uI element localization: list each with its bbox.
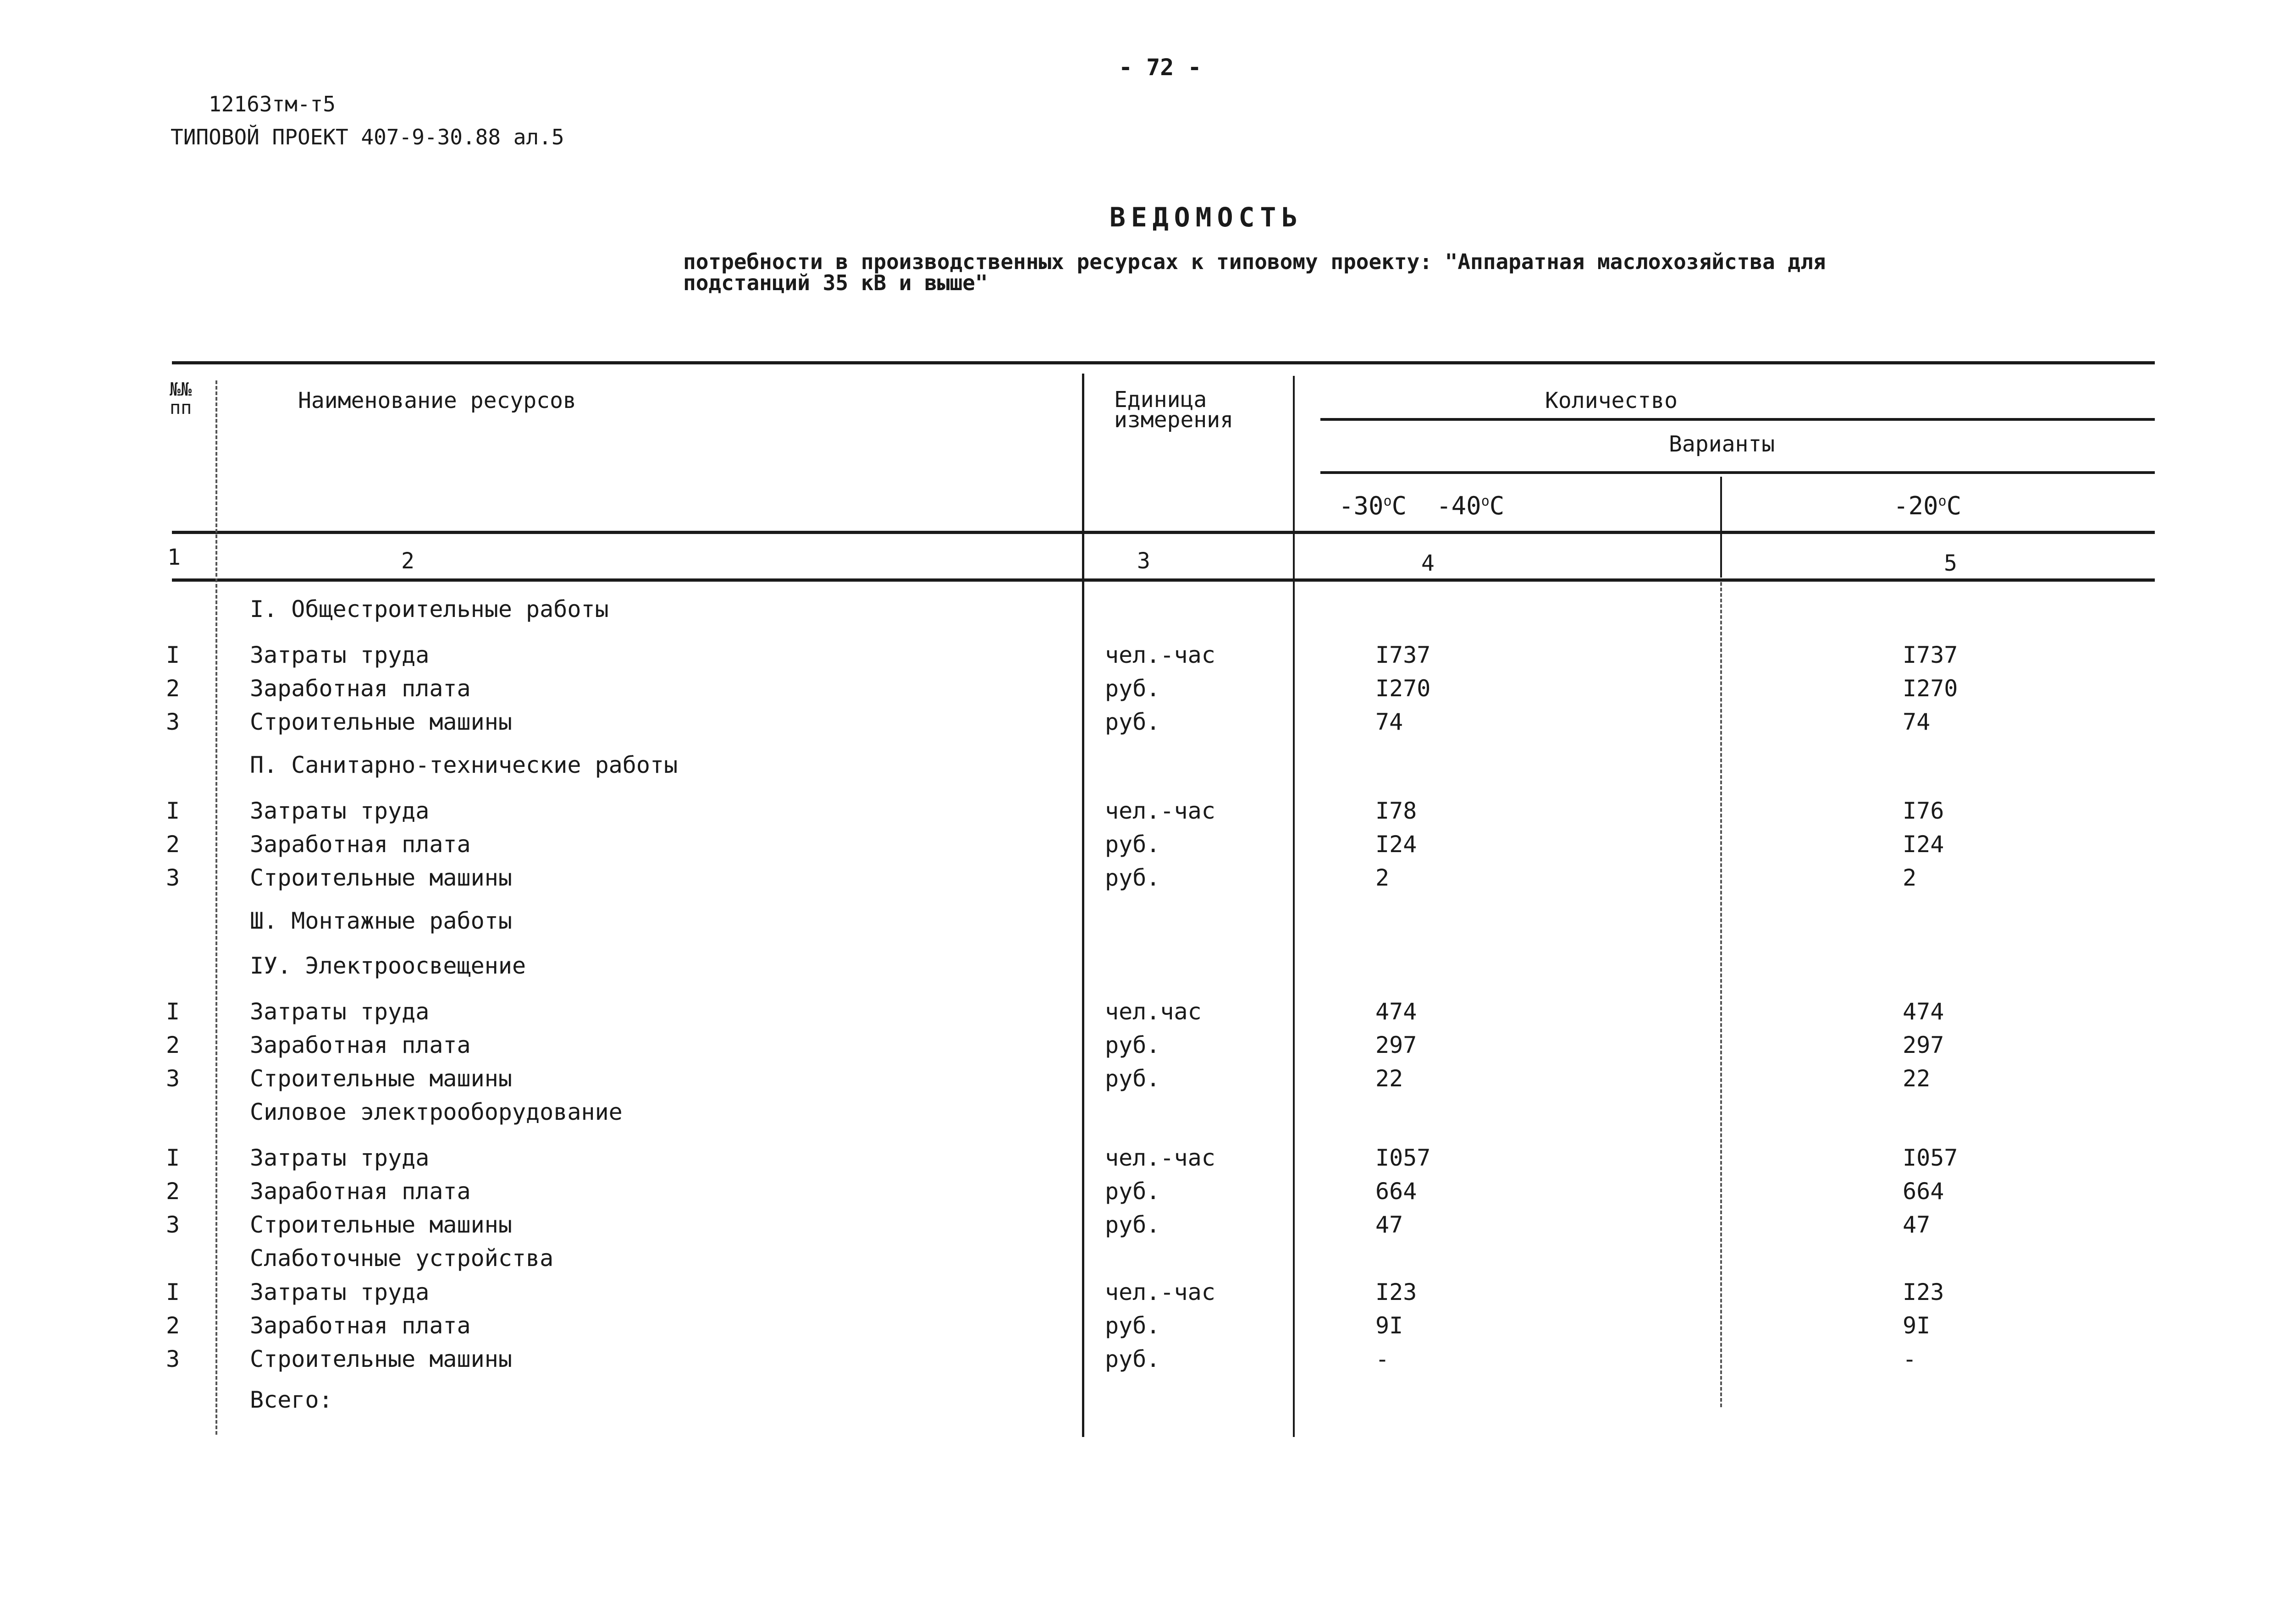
unit-of-measure: чел.час <box>1105 998 1202 1025</box>
table-row <box>0 831 2274 863</box>
unit-of-measure: руб. <box>1105 831 1160 858</box>
variant-2-value: I76 <box>1903 798 1944 824</box>
resource-name: I. Общестроительные работы <box>250 596 609 622</box>
row-number: 3 <box>166 1211 180 1238</box>
unit-of-measure: руб. <box>1105 1211 1160 1238</box>
table-top-line <box>172 361 2155 364</box>
header-bottom-line <box>172 531 2155 534</box>
resource-name: Заработная плата <box>250 1178 471 1205</box>
unit-of-measure: руб. <box>1105 675 1160 702</box>
resource-name: Силовое электрооборудование <box>250 1099 623 1125</box>
row-number: 3 <box>166 1065 180 1092</box>
variant-2-value: I270 <box>1903 675 1958 702</box>
unit-column-left-line <box>1082 374 1084 1437</box>
header-number: №№ пп <box>170 379 192 418</box>
variant-1-value: 297 <box>1375 1032 1417 1058</box>
resource-name: IУ. Электроосвещение <box>250 952 526 979</box>
section-row <box>0 1245 2274 1277</box>
variant-1-value: I737 <box>1375 642 1431 668</box>
variant-1-value: 22 <box>1375 1065 1403 1092</box>
row-number: 3 <box>166 864 180 891</box>
unit-of-measure: руб. <box>1105 864 1160 891</box>
row-number: 2 <box>166 675 180 702</box>
variant-2-value: 664 <box>1903 1178 1944 1205</box>
column-number-3: 3 <box>1137 548 1150 574</box>
row-number: 2 <box>166 1032 180 1058</box>
column-number-4: 4 <box>1421 551 1435 576</box>
page-number: - 72 - <box>1119 54 1202 81</box>
row-number: I <box>166 642 180 668</box>
variant-2-value: 47 <box>1903 1211 1931 1238</box>
column-number-2: 2 <box>401 548 414 574</box>
row-number: I <box>166 998 180 1025</box>
header-quantity: Количество <box>1545 388 1678 413</box>
unit-of-measure: руб. <box>1105 1346 1160 1372</box>
table-row <box>0 709 2274 741</box>
variant-2-value: 2 <box>1903 864 1917 891</box>
variant-1-value: 9I <box>1375 1312 1403 1339</box>
header-variant-2: $-20^оС$ <box>1893 491 1962 520</box>
variant-2-value: 297 <box>1903 1032 1944 1058</box>
table-row <box>0 675 2274 707</box>
table-row <box>0 1346 2274 1378</box>
unit-of-measure: чел.-час <box>1105 1279 1215 1305</box>
row-number: 2 <box>166 1178 180 1205</box>
header-resource-name: Наименование ресурсов <box>298 388 576 413</box>
table-row <box>0 1312 2274 1344</box>
variant-2-value: I23 <box>1903 1279 1944 1305</box>
resource-name: Всего: <box>250 1387 333 1413</box>
table-row <box>0 1211 2274 1244</box>
table-row <box>0 1178 2274 1210</box>
quantity-column-left-line <box>1293 376 1295 1437</box>
unit-of-measure: чел.-час <box>1105 642 1215 668</box>
variant-1-value: 47 <box>1375 1211 1403 1238</box>
variant-1-value: 74 <box>1375 709 1403 735</box>
variant-divider-line <box>1720 477 1722 578</box>
variant-2-value: 9I <box>1903 1312 1931 1339</box>
unit-of-measure: руб. <box>1105 709 1160 735</box>
resource-name: Слаботочные устройства <box>250 1245 554 1272</box>
column-number-5: 5 <box>1944 551 1957 576</box>
header-variants: Варианты <box>1669 431 1775 457</box>
document-title: ВЕДОМОСТЬ <box>1109 202 1303 233</box>
resource-name: Затраты труда <box>250 642 430 668</box>
resource-name: П. Санитарно-технические работы <box>250 752 678 778</box>
table-row <box>0 1279 2274 1311</box>
variant-1-value: I270 <box>1375 675 1431 702</box>
variant-2-value: I737 <box>1903 642 1958 668</box>
subtitle-line-1: потребности в производственных ресурсах к типовому проекту: "Аппаратная маслохозяйства для <box>683 249 1826 274</box>
variant-2-value: I24 <box>1903 831 1944 858</box>
resource-name: Заработная плата <box>250 1032 471 1058</box>
subtitle-line-2: подстанций 35 кВ и выше" <box>683 270 988 295</box>
variant-2-value: 22 <box>1903 1065 1931 1092</box>
section-row <box>0 1387 2274 1419</box>
table-row <box>0 642 2274 674</box>
variants-underline <box>1320 471 2155 474</box>
resource-name: Строительные машины <box>250 709 512 735</box>
unit-of-measure: руб. <box>1105 1065 1160 1092</box>
document-subtitle <box>683 251 1826 293</box>
project-reference: ТИПОВОЙ ПРОЕКТ 407-9-30.88 ал.5 <box>171 125 564 149</box>
document-code: 12163тм-т5 <box>209 92 336 116</box>
unit-of-measure: чел.-час <box>1105 798 1215 824</box>
variant-1-value: I057 <box>1375 1145 1431 1171</box>
section-row <box>0 908 2274 940</box>
resource-name: Затраты труда <box>250 1279 430 1305</box>
variant-1-value: I78 <box>1375 798 1417 824</box>
variant-1-value: I23 <box>1375 1279 1417 1305</box>
header-unit: Единица измерения <box>1114 387 1234 433</box>
variant-1-value: 2 <box>1375 864 1390 891</box>
section-row <box>0 752 2274 784</box>
unit-of-measure: чел.-час <box>1105 1145 1215 1171</box>
variant-1-value: I24 <box>1375 831 1417 858</box>
variant-2-value: 474 <box>1903 998 1944 1025</box>
table-row <box>0 798 2274 830</box>
resource-name: Заработная плата <box>250 831 471 858</box>
resource-name: Строительные машины <box>250 864 512 891</box>
row-number: 3 <box>166 1346 180 1372</box>
row-number: 3 <box>166 709 180 735</box>
resource-name: Заработная плата <box>250 675 471 702</box>
unit-of-measure: руб. <box>1105 1032 1160 1058</box>
table-row <box>0 998 2274 1030</box>
resource-name: Затраты труда <box>250 1145 430 1171</box>
table-row <box>0 1065 2274 1097</box>
resource-name: Строительные машины <box>250 1065 512 1092</box>
resource-name: Затраты труда <box>250 798 430 824</box>
section-row <box>0 1099 2274 1131</box>
variant-2-value: I057 <box>1903 1145 1958 1171</box>
section-row <box>0 596 2274 628</box>
variant-1-value: 664 <box>1375 1178 1417 1205</box>
resource-name: Затраты труда <box>250 998 430 1025</box>
quantity-underline <box>1320 418 2155 421</box>
row-number: 2 <box>166 1312 180 1339</box>
variant-1-value: 474 <box>1375 998 1417 1025</box>
table-row <box>0 1032 2274 1064</box>
resource-name: Строительные машины <box>250 1211 512 1238</box>
resource-name: Заработная плата <box>250 1312 471 1339</box>
resource-name: Ш. Монтажные работы <box>250 908 512 934</box>
row-number: 2 <box>166 831 180 858</box>
column-number-1: 1 <box>167 545 181 570</box>
table-row <box>0 864 2274 897</box>
row-number: I <box>166 798 180 824</box>
table-row <box>0 1145 2274 1177</box>
row-number: I <box>166 1145 180 1171</box>
variant-2-value: - <box>1903 1346 1917 1372</box>
unit-of-measure: руб. <box>1105 1178 1160 1205</box>
variant-2-value: 74 <box>1903 709 1931 735</box>
resource-name: Строительные машины <box>250 1346 512 1372</box>
header-variant-1: $-30^оС$ $-40^оС$ <box>1339 491 1505 520</box>
unit-of-measure: руб. <box>1105 1312 1160 1339</box>
section-row <box>0 952 2274 985</box>
column-numbers-line <box>172 578 2155 582</box>
variant-1-value: - <box>1375 1346 1390 1372</box>
row-number: I <box>166 1279 180 1305</box>
